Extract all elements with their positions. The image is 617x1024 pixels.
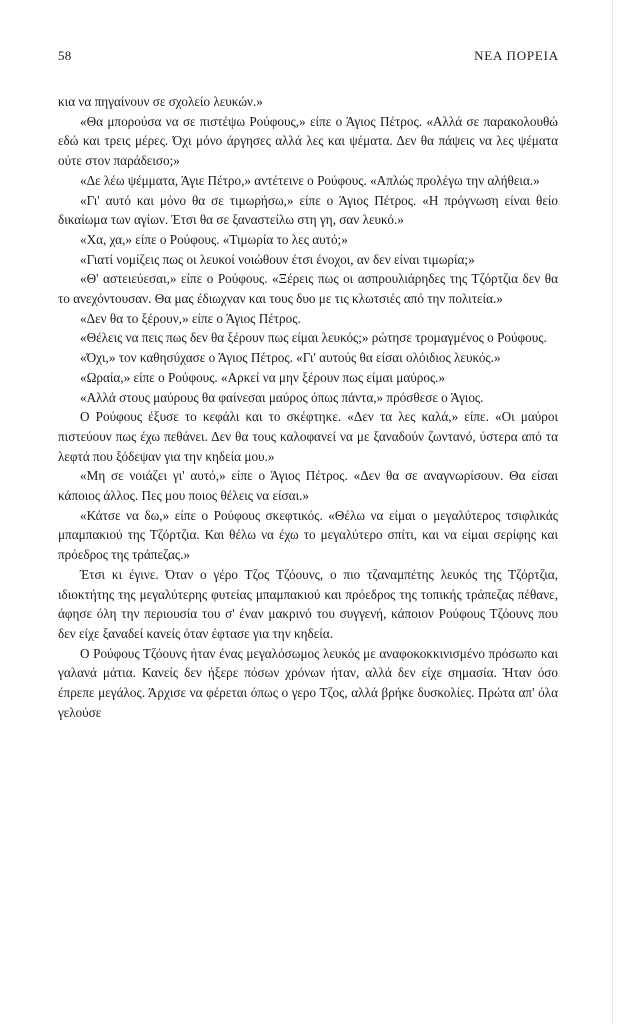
paragraph: «Γι' αυτό και μόνο θα σε τιμωρήσω,» είπε ο Άγιος Πέτρος. «Η πρόγνωση είναι θείο δικαίωμα των αγίων. Έτσι θα σε ξαναστείλω στη γη, σαν λευκό.» <box>58 192 558 228</box>
paragraph: «Δε λέω ψέμματα, Άγιε Πέτρο,» αντέτεινε ο Ρούφους. «Απλώς προλέγω την αλήθεια.» <box>80 172 540 188</box>
paragraph: «Θ' αστειεύεσαι,» είπε ο Ρούφους. «Ξέρεις πως οι ασπρουλιάρηδες της Τζόρτζια δεν θα το ανεχόντουσαν. Θα μας έδιωχναν και τους δυο με τις κλωτσιές από την πολιτεία.» <box>58 271 558 307</box>
paragraph: «Χα, χα,» είπε ο Ρούφους. «Τιμωρία το λες αυτό;» <box>80 231 348 247</box>
page-edge <box>612 0 613 1024</box>
paragraph: «Όχι,» τον καθησύχασε ο Άγιος Πέτρος. «Γι' αυτούς θα είσαι ολόιδιος λευκός.» <box>80 350 501 366</box>
paragraph: «Θα μπορούσα να σε πιστέψω Ρούφους,» είπε ο Άγιος Πέτρος. «Αλλά σε παρακολουθώ εδώ και τρεις μέρες. Όχι μόνο άργησες αλλά λες και ψέματα. Δεν θα πάψεις να λες ψέματα ούτε στον παράδεισο;» <box>58 113 558 169</box>
paragraph: «Δεν θα το ξέρουν,» είπε ο Άγιος Πέτρος. <box>80 310 301 326</box>
paragraph: Έτσι κι έγινε. Όταν ο γέρο Τζος Τζόουνς, ο πιο τζαναμπέτης λευκός της Τζόρτζια, ιδιοκτήτης της μεγαλύτερης φυτείας μπαμπακιού και πρόεδρος της τοπικής τράπεζας πέθανε, άφησε όλη την περιουσία του σ' έναν μακρινό του συγγενή, κάποιον Ρούφους Τζόουνς που δεν είχε ξαναδεί κανείς όταν έφτασε για την κηδεία. <box>58 566 558 641</box>
text-body <box>58 92 558 723</box>
running-head: ΝΕΑ ΠΟΡΕΙΑ <box>474 48 559 63</box>
page-header <box>58 48 559 68</box>
paragraph: «Θέλεις να πεις πως δεν θα ξέρουν πως είμαι λευκός;» ρώτησε τρομαγμένος ο Ρούφους. <box>80 330 547 346</box>
page-number: 58 <box>58 48 72 63</box>
paragraph: κια να πηγαίνουν σε σχολείο λευκών.» <box>58 94 263 109</box>
paragraph: Ο Ρούφους Τζόουνς ήταν ένας μεγαλόσωμος λευκός με αναφοκοκκινισμένο πρόσωπο και γαλανά μάτια. Κανείς δεν ήξερε πόσων χρόνων ήταν, αλλά δεν είχε σημασία. Ήταν όσο έπρεπε μεγάλος. Άρχισε να φέρεται όπως ο γερο Τζος, αλλά βρήκε δυσκολίες. Πρώτα απ' όλα γελούσε <box>58 645 558 720</box>
paragraph: «Γιατί νομίζεις πως οι λευκοί νοιώθουν έτσι ένοχοι, αν δεν είναι τιμωρία;» <box>80 251 475 267</box>
paragraph: «Ωραία,» είπε ο Ρούφους. «Αρκεί να μην ξέρουν πως είμαι μαύρος.» <box>80 369 446 385</box>
paragraph: «Μη σε νοιάζει γι' αυτό,» είπε ο Άγιος Πέτρος. «Δεν θα σε αναγνωρίσουν. Θα είσαι κάποιος άλλος. Πες μου ποιος θέλεις να είσαι.» <box>58 468 558 504</box>
paragraph: «Αλλά στους μαύρους θα φαίνεσαι μαύρος όπως πάντα,» πρόσθεσε ο Άγιος. <box>80 389 484 405</box>
paragraph: Ο Ρούφους έξυσε το κεφάλι και το σκέφτηκε. «Δεν τα λες καλά,» είπε. «Οι μαύροι πιστεύουν πως έχω πεθάνει. Δεν θα τους καλοφανεί να με ξαναδούν ζωντανό, ύστερα από τα λεφτά που ξόδεψαν για την κηδεία μου.» <box>58 409 558 464</box>
paragraph: «Κάτσε να δω,» είπε ο Ρούφους σκεφτικός. «Θέλω να είμαι ο μεγαλύτερος τσιφλικάς μπαμπακιού της Τζόρτζια. Και θέλω να έχω το μεγαλύτερο σπίτι, και να είμαι σερίφης και πρόεδρος της τράπεζας.» <box>58 507 558 563</box>
